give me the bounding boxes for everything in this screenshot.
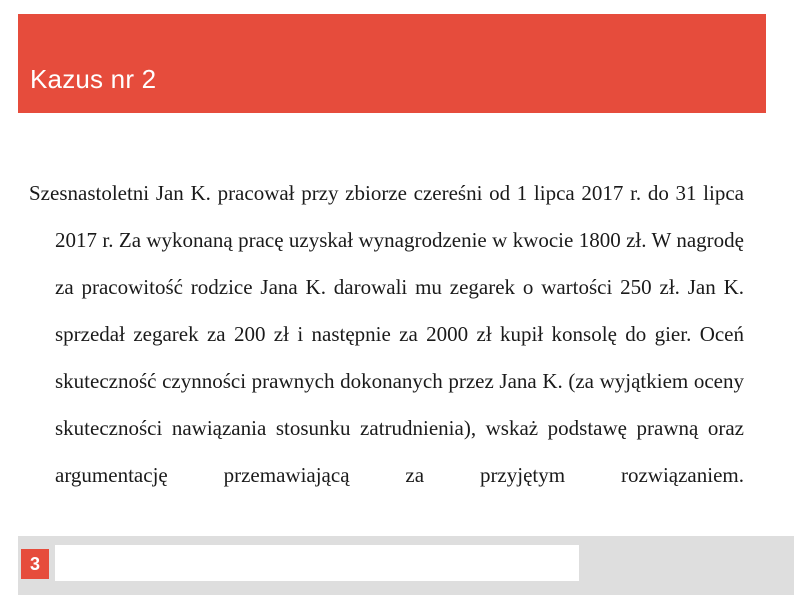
title-bar — [18, 14, 766, 113]
text-highlight-area — [55, 545, 579, 581]
slide-title: Kazus nr 2 — [30, 64, 157, 94]
page-number: 3 — [21, 549, 49, 579]
case-description: Szesnastoletni Jan K. pracował przy zbiorze czereśni od 1 lipca 2017 r. do 31 lipca 2017 r. Za wykonaną pracę uzyskał wynagrodzenie w kwocie 1800 zł. W nagrodę za pracowitość rodzice Jana K. darowali mu zegarek o wartości 250 zł. Jan K. sprzedał zegarek za 200 zł i następnie za 2000 zł kupił konsolę do gier. Oceń skuteczność czynności prawnych dokonanych przez Jana K. (za wyjątkiem oceny skuteczności nawiązania stosunku zatrudnienia), wskaż podstawę prawną oraz argumentację przemawiającą za przyjętym rozwiązaniem. — [29, 181, 744, 487]
